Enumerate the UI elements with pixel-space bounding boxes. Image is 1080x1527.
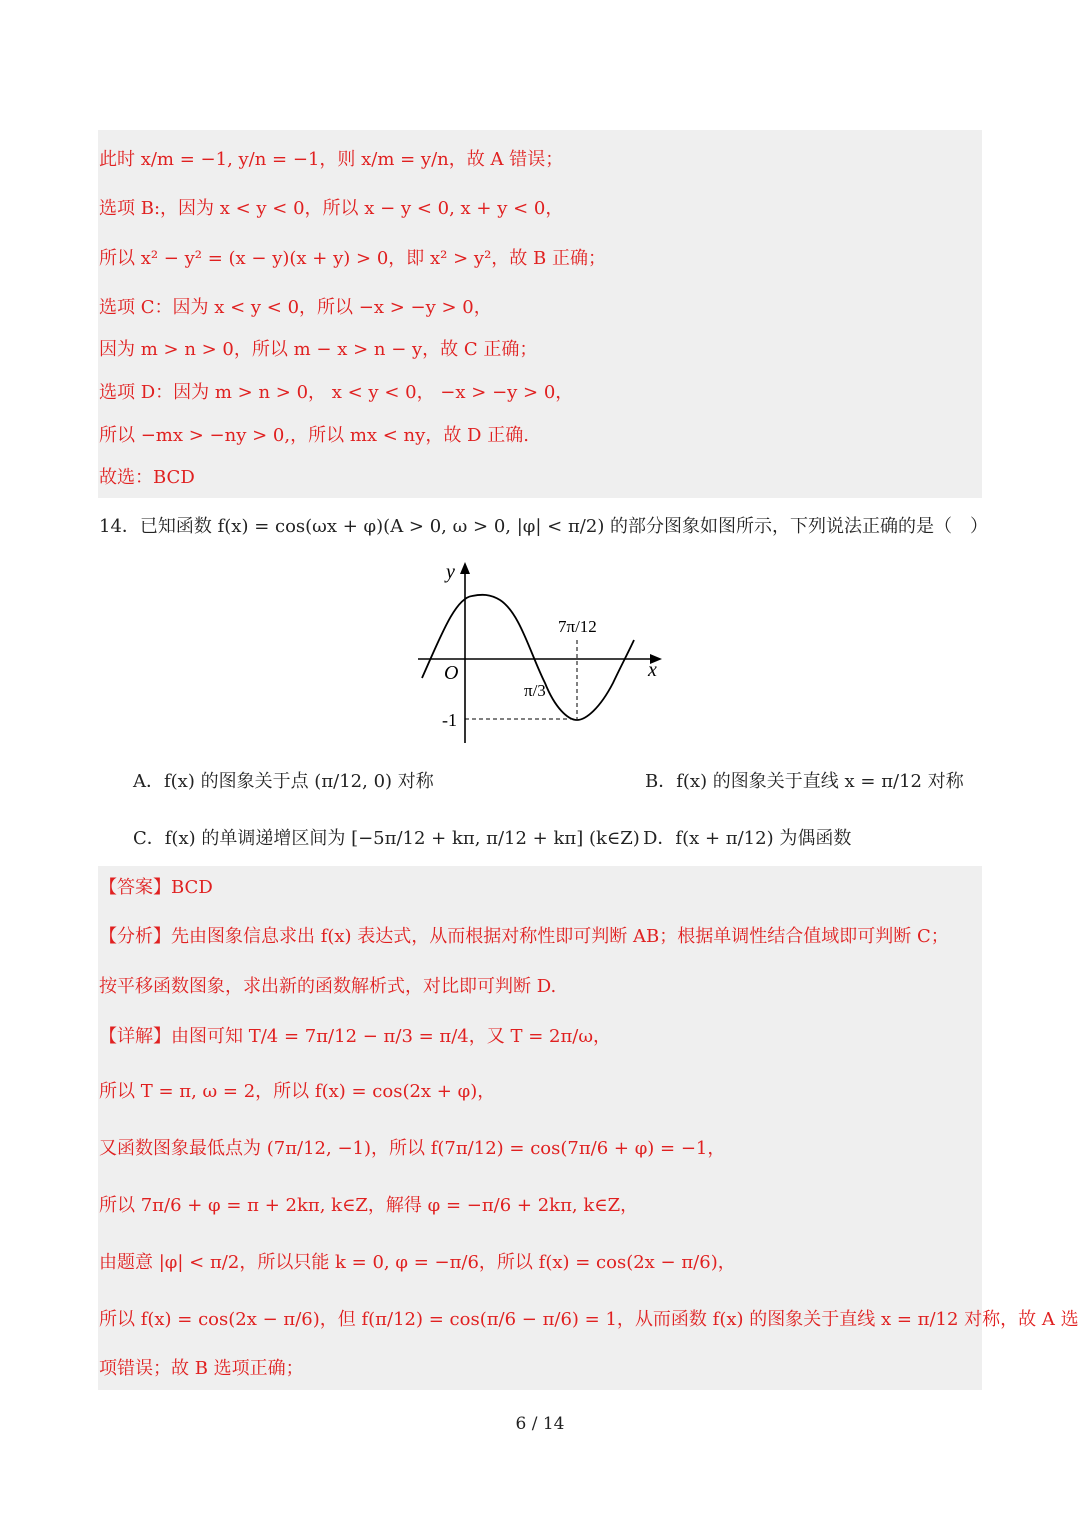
solution13-line6: 选项 D：因为 m > n > 0， x < y < 0， −x > −y > 0， [99,382,574,403]
option-d: D．f(x + π/12) 为偶函数 [643,828,852,849]
detail-line5: 由题意 |φ| < π/2，所以只能 k = 0, φ = −π/6，所以 f(x) = cos(2x − π/6)， [99,1252,736,1273]
origin-label: O [444,662,459,684]
detail-line7: 项错误；故 B 选项正确； [99,1358,304,1379]
detail-line6: 所以 f(x) = cos(2x − π/6)，但 f(π/12) = cos(π/6 − π/6) = 1，从而函数 f(x) 的图象关于直线 x = π/12 对称，故 A 选 [99,1309,1079,1330]
solution13-line7: 所以 −mx > −ny > 0,，所以 mx < ny，故 D 正确. [99,425,529,446]
solution13-line1: 此时 x/m = −1, y/n = −1，则 x/m = y/n，故 A 错误； [99,149,564,170]
page-number: 6 / 14 [515,1414,565,1434]
label-minus-one: -1 [442,710,457,730]
detail-line2: 所以 T = π, ω = 2，所以 f(x) = cos(2x + φ)， [99,1081,496,1102]
analysis-line1: 【分析】先由图象信息求出 f(x) 表达式，从而根据对称性即可判断 AB；根据单调性结合值域即可判断 C； [99,926,949,947]
answer-line: 【答案】BCD [99,877,213,898]
solution13-line3: 所以 x² − y² = (x − y)(x + y) > 0，即 x² > y²，故 B 正确； [99,248,606,269]
cosine-curve [422,595,634,720]
question14-stem: 14．已知函数 f(x) = cos(ωx + φ)(A > 0, ω > 0, |φ| < π/2) 的部分图象如图所示，下列说法正确的是（ ） [99,516,989,537]
detail-line4: 所以 7π/6 + φ = π + 2kπ, k∈Z，解得 φ = −π/6 + 2kπ, k∈Z， [99,1195,639,1216]
detail-line3: 又函数图象最低点为 (7π/12, −1)，所以 f(7π/12) = cos(7π/6 + φ) = −1， [99,1138,726,1159]
label-7pi-over-12: 7π/12 [558,617,597,636]
option-c: C．f(x) 的单调递增区间为 [−5π/12 + kπ, π/12 + kπ] (k∈Z) [133,828,640,849]
solution13-line4: 选项 C：因为 x < y < 0，所以 −x > −y > 0， [99,297,492,318]
function-graph [410,558,690,748]
x-axis-label: x [648,659,657,681]
solution13-line5: 因为 m > n > 0，所以 m − x > n − y，故 C 正确； [99,339,538,360]
detail-line1: 【详解】由图可知 T/4 = 7π/12 − π/3 = π/4，又 T = 2π/ω， [99,1026,612,1047]
solution13-line8: 故选：BCD [99,467,195,488]
solution13-line2: 选项 B:，因为 x < y < 0，所以 x − y < 0, x + y < 0， [99,198,564,219]
analysis-line2: 按平移函数图象，求出新的函数解析式，对比即可判断 D. [99,976,557,997]
y-axis-label: y [446,561,455,583]
y-axis-arrow [460,562,470,574]
option-a: A．f(x) 的图象关于点 (π/12, 0) 对称 [133,771,434,792]
option-b: B．f(x) 的图象关于直线 x = π/12 对称 [645,771,964,792]
label-pi-over-3: π/3 [524,681,546,700]
